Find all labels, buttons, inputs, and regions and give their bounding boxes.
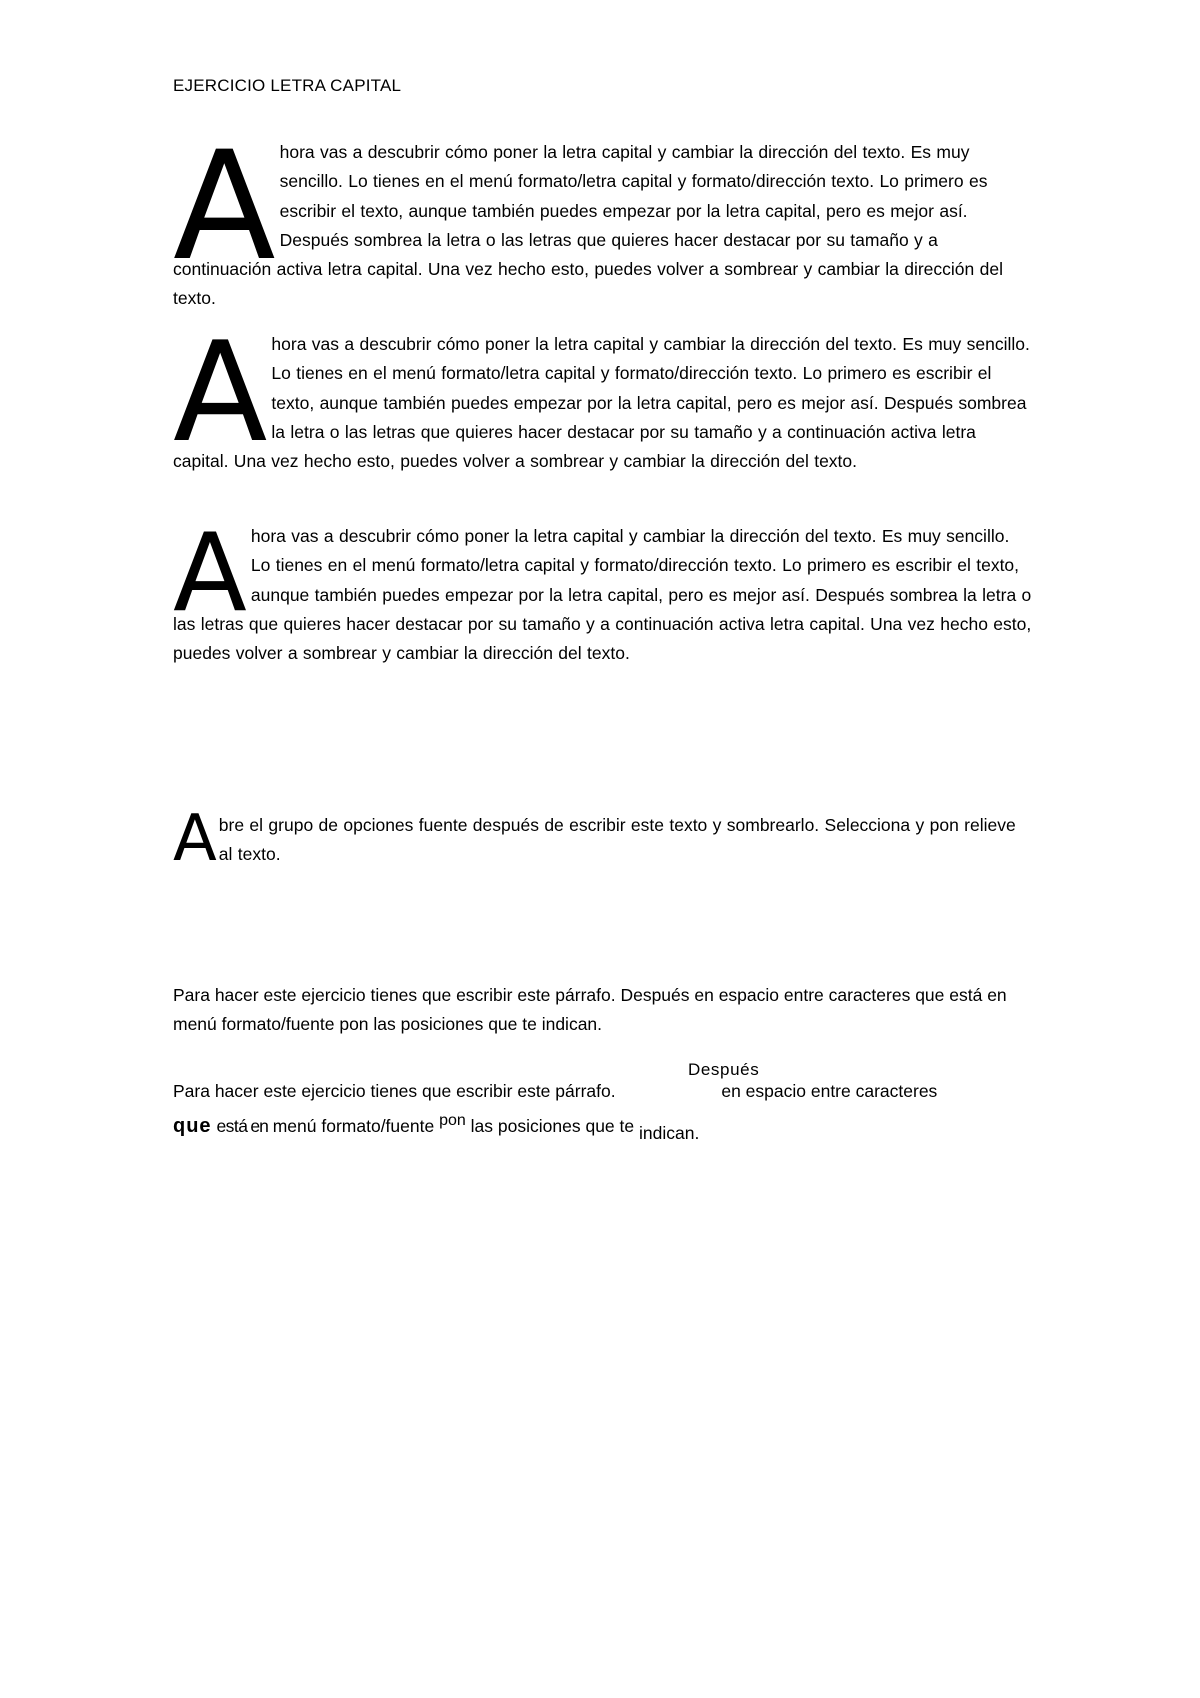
expanded-word-que: que	[173, 1115, 212, 1137]
drop-cap-paragraph-4	[173, 802, 1033, 876]
paragraph-text: hora vas a descubrir cómo poner la letra capital y cambiar la dirección del texto. Es muy sencillo. Lo tienes en el menú formato/letra capital y formato/dirección texto. Lo primero es escribir el texto, aunque también puedes empezar por la letra capital, pero es mejor así. Después sombrea la letra o las letras que quieres hacer destacar por su tamaño y a continuación activa letra capital. Una vez hecho esto, puedes volver a sombrear y cambiar la dirección del texto.	[173, 334, 1030, 472]
spacing-example-line-2	[173, 1112, 700, 1143]
menu-text: menú formato/fuente	[272, 1116, 435, 1136]
raised-word-despues: Después	[688, 1060, 760, 1079]
drop-cap-letter: A	[173, 120, 276, 294]
raised-word-pon: pon	[439, 1112, 466, 1129]
drop-cap-letter: A	[173, 511, 247, 636]
paragraph-text: bre el grupo de opciones fuente después de escribir este texto y sombrearlo. Selecciona y pon relieve al texto.	[218, 815, 1016, 865]
drop-cap-letter: A	[173, 802, 217, 876]
posiciones-text: las posiciones que te	[470, 1116, 635, 1136]
drop-cap-paragraph-1	[173, 120, 1033, 314]
drop-cap-letter: A	[173, 312, 268, 473]
drop-cap-paragraph-2	[173, 312, 1033, 476]
condensed-word-en: en	[250, 1116, 268, 1136]
spacing-example-line-1	[173, 1081, 937, 1102]
paragraph-text: hora vas a descubrir cómo poner la letra capital y cambiar la dirección del texto. Es muy sencillo. Lo tienes en el menú formato/letra capital y formato/dirección texto. Lo primero es escribir el texto, aunque también puedes empezar por la letra capital, pero es mejor así. Después sombrea la letra o las letras que quieres hacer destacar por su tamaño y a continuación activa letra capital. Una vez hecho esto, puedes volver a sombrear y cambiar la dirección del texto.	[173, 526, 1032, 664]
spacing-instruction-paragraph: Para hacer este ejercicio tienes que escribir este párrafo. Después en espacio entre caracteres que está en menú formato/fuente pon las posiciones que te indican.	[173, 985, 1007, 1035]
drop-cap-paragraph-3	[173, 511, 1033, 668]
line1-end-text: en espacio entre caracteres	[721, 1081, 938, 1101]
paragraph-text: hora vas a descubrir cómo poner la letra capital y cambiar la dirección del texto. Es muy sencillo. Lo tienes en el menú formato/letra capital y formato/dirección texto. Lo primero es escribir el texto, aunque también puedes empezar por la letra capital, pero es mejor así. Después sombrea la letra o las letras que quieres hacer destacar por su tamaño y a continuación activa letra capital. Una vez hecho esto, puedes volver a sombrear y cambiar la dirección del texto.	[173, 142, 1003, 309]
line1-start-text: Para hacer este ejercicio tienes que escribir este párrafo.	[173, 1081, 616, 1101]
word-esta: está	[216, 1116, 248, 1136]
lowered-word-indican: indican.	[639, 1123, 700, 1143]
document-title: EJERCICIO LETRA CAPITAL	[173, 76, 402, 95]
